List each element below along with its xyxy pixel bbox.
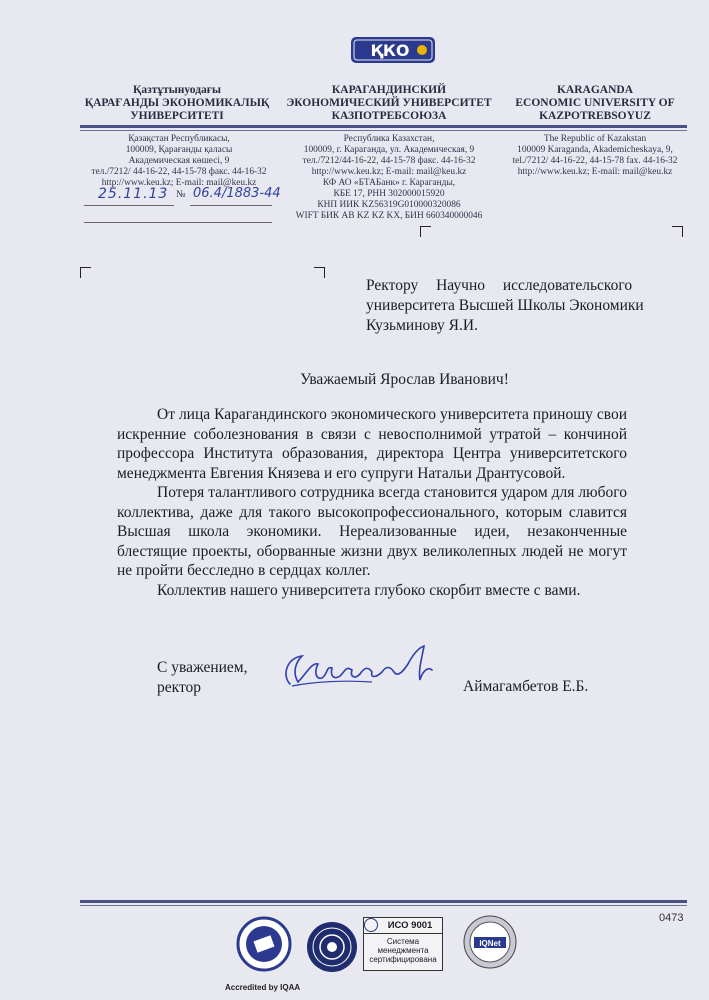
- iqnet-certification-seal: [462, 914, 518, 970]
- addressee-line: Ректору Научно исследовательского: [366, 277, 633, 294]
- header-line: KARAGANDA: [556, 84, 634, 96]
- closing-line: С уважением,: [157, 659, 248, 676]
- body-paragraph: Потеря талантливого сотрудника всегда становится ударом для любого коллектива, даже для такого высокопрофессионального, которым славится Высшая школа экономики. Нереализованные идеи, незаконченные блестящие проекты, оборванные жизни двух великолепных людей не могут не пройти бесследно в сердцах коллег.: [117, 484, 627, 579]
- address-line: WIFT БИК АВ KZ KZ KX, БИН 660340000046: [295, 211, 483, 221]
- addressee-line: Кузьминову Я.И.: [366, 317, 478, 334]
- address-russian: [284, 134, 494, 222]
- footer-divider: [80, 900, 687, 903]
- registration-number-label: №: [176, 189, 186, 200]
- address-line: 100009 Karaganda, Akademicheskaya, 9,: [517, 145, 673, 155]
- header-divider-thin: [80, 130, 687, 131]
- registration-underline: [84, 205, 174, 206]
- registration-underline: [84, 222, 272, 223]
- signatory-name: Аймагамбетов Е.Б.: [463, 678, 589, 695]
- registration-underline: [190, 205, 272, 206]
- address-line: http://www.keu.kz; E-mail: mail@keu.kz: [311, 167, 467, 177]
- registration-date: 25.11.13: [98, 186, 169, 202]
- iqnet-text: IQNet: [479, 939, 501, 948]
- addressee-block: [366, 276, 666, 336]
- address-line: The Republic of Kazakstan: [543, 134, 647, 144]
- header-line: КАРАГАНДИНСКИЙ: [331, 84, 447, 96]
- header-english: [505, 84, 685, 123]
- header-line: КАЗПОТРЕБСОЮЗА: [331, 110, 447, 122]
- address-line: Академическая көшесі, 9: [128, 156, 230, 166]
- corner-mark: [672, 226, 683, 237]
- address-line: 100009, г. Караганда, ул. Академическая, 9: [303, 145, 475, 155]
- iso-sub-line: менеджмента: [377, 946, 429, 955]
- closing-block: [157, 658, 248, 698]
- address-line: 100009, Қарағанды қаласы: [125, 145, 233, 155]
- addressee-line: университета Высшей Школы Экономики: [366, 297, 644, 314]
- body-paragraph: От лица Карагандинского экономического университета приношу свои искренние соболезнования в связи с невосполнимой утратой – кончиной профессора Института образования, директора Центра университетского менеджмента Евгения Князева и его супруги Натальи Дрантусовой.: [117, 406, 627, 482]
- header-line: ЭКОНОМИЧЕСКИЙ УНИВЕРСИТЕТ: [286, 97, 492, 109]
- address-line: КНП ИИК KZ56319G010000320086: [317, 200, 461, 210]
- iso-sub-line: сертифицирована: [369, 955, 437, 964]
- registration-number: 06.4/1883-44: [193, 186, 281, 201]
- header-divider: [80, 125, 687, 128]
- page-code: 0473: [659, 912, 684, 924]
- corner-mark: [314, 267, 325, 278]
- address-line: Қазақстан Республикасы,: [128, 134, 230, 144]
- handwritten-signature: [272, 636, 442, 706]
- letter-body: [117, 405, 627, 600]
- header-line: Қазтұтынуодағы: [132, 84, 221, 96]
- corner-mark: [80, 267, 91, 278]
- address-line: тел./7212/ 44-16-22, 44-15-78 факс. 44-16-32: [91, 167, 267, 177]
- address-line: КФ АО «БТАБанк» г. Караганды,: [322, 178, 456, 188]
- address-kazakh: [84, 134, 274, 189]
- iso-title: ИСО 9001: [364, 918, 442, 934]
- accreditation-label: Accredited by IQAA: [225, 983, 301, 992]
- registration-line: [98, 186, 281, 206]
- address-line: Республика Казахстан,: [343, 134, 435, 144]
- address-english: [505, 134, 685, 178]
- iqaa-accreditation-seal: [236, 914, 292, 980]
- iso-sub-line: Система: [386, 937, 420, 946]
- header-line: ҚАРАҒАНДЫ ЭКОНОМИКАЛЫҚ: [84, 97, 270, 109]
- footer-divider-thin: [80, 905, 687, 906]
- header-kazakh: [82, 84, 272, 123]
- quality-certification-seal: [305, 920, 359, 974]
- header-line: УНИВЕРСИТЕТІ: [130, 110, 224, 122]
- address-line: тел./7212/44-16-22, 44-15-78 факс. 44-16-32: [302, 156, 476, 166]
- logo-text: ҚКО: [370, 41, 410, 60]
- address-line: tel./7212/ 44-16-22, 44-15-78 fax. 44-16-32: [512, 156, 678, 166]
- university-logo: [350, 36, 436, 64]
- header-line: ECONOMIC UNIVERSITY OF: [515, 97, 675, 109]
- closing-line: ректор: [157, 679, 202, 696]
- body-paragraph: Коллектив нашего университета глубоко скорбит вместе с вами.: [157, 581, 581, 599]
- corner-mark: [420, 226, 431, 237]
- header-line: KAZPOTREBSOYUZ: [539, 110, 651, 122]
- address-line: http://www.keu.kz; E-mail: mail@keu.kz: [517, 167, 673, 177]
- address-line: http://www.keu.kz; E-mail: mail@keu.kz: [101, 178, 257, 188]
- salutation: Уважаемый Ярослав Иванович!: [300, 371, 509, 388]
- iso-mark-icon: [364, 918, 378, 932]
- header-russian: [284, 84, 494, 123]
- address-line: КБЕ 17, РНН 302000015920: [333, 189, 445, 199]
